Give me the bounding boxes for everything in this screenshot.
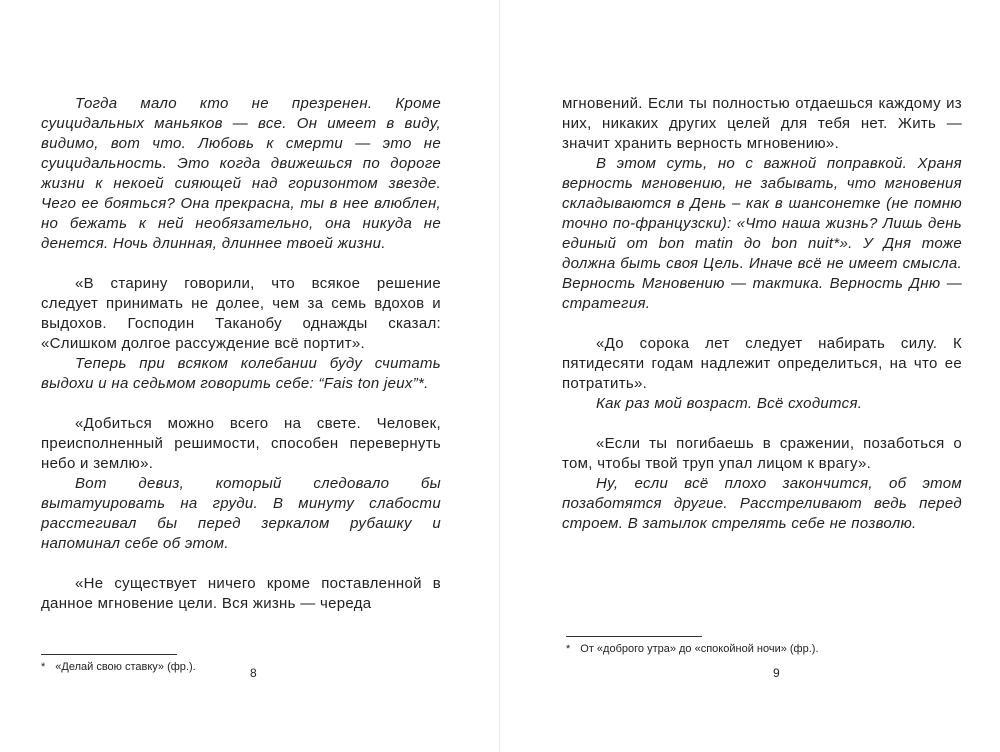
quote-paragraph: «До сорока лет следует набирать силу. К пятидесяти годам надлежит определиться, на что ее потратить». [562,335,962,392]
quote-paragraph: «В старину говорили, что всякое решение следует принимать не долее, чем за семь вдохов и выдохов. Господин Таканобу однажды сказал: «Слишком долгое рассуждение всё портит». [41,275,441,352]
page-number: 9 [773,666,780,680]
paragraph: Вот девиз, который следовало бы вытатуировать на груди. В минуту слабости расстегивал бы перед зеркалом рубашку и напоминал себе об этом. [41,475,441,552]
footnote-divider [566,636,702,637]
paragraph: Теперь при всяком колебании буду считать выдохи и на седьмом говорить себе: “Fais ton jeux”*. [41,355,441,392]
footnote-divider [41,654,177,655]
left-page-text [41,94,441,614]
footnote-marker: * [566,643,571,655]
quote-paragraph: «Не существует ничего кроме поставленной в данное мгновение цели. Вся жизнь — череда [41,575,441,612]
right-page-text [562,94,962,534]
footnote-text: «Делай свою ставку» (фр.). [55,661,196,673]
footnote-marker: * [41,661,46,673]
paragraph: Тогда мало кто не презренен. Кроме суицидальных маньяков — все. Он имеет в виду, видимо, вот что. Любовь к смерти — это не суицидальность. Это когда движешься по дороге жизни к некоей сияющей над горизонтом звезде. Чего ее бояться? Она прекрасна, ты в нее влюблен, но бежать к ней необязательно, она никуда не денется. Ночь длинная, длиннее твоей жизни. [41,95,441,252]
footnote-text: От «доброго утра» до «спокойной ночи» (фр.). [580,643,819,655]
paragraph: Ну, если всё плохо закончится, об этом позаботятся другие. Расстреливают ведь перед строем. В затылок стрелять себе не позволю. [562,475,962,532]
right-page [500,0,1000,752]
quote-paragraph: «Добиться можно всего на свете. Человек, преисполненный решимости, способен перевернуть небо и землю». [41,415,441,472]
footnote [41,660,196,674]
page-number: 8 [250,666,257,680]
quote-paragraph: «Если ты погибаешь в сражении, позаботься о том, чтобы твой труп упал лицом к врагу». [562,435,962,472]
footnote [566,642,819,656]
paragraph: В этом суть, но с важной поправкой. Храня верность мгновению, не забывать, что мгновения складываются в День – как в шансонетке (не помню точно по-французски): «Что наша жизнь? Лишь день единый от bon matin до bon nuit*». У Дня тоже должна быть своя Цель. Иначе всё не имеет смысла. Верность Мгновению — тактика. Верность Дню — стратегия. [562,155,962,312]
quote-continuation: мгновений. Если ты полностью отдаешься каждому из них, никаких других целей для тебя нет. Жить — значит хранить верность мгновению». [562,95,962,152]
paragraph: Как раз мой возраст. Всё сходится. [596,395,863,412]
